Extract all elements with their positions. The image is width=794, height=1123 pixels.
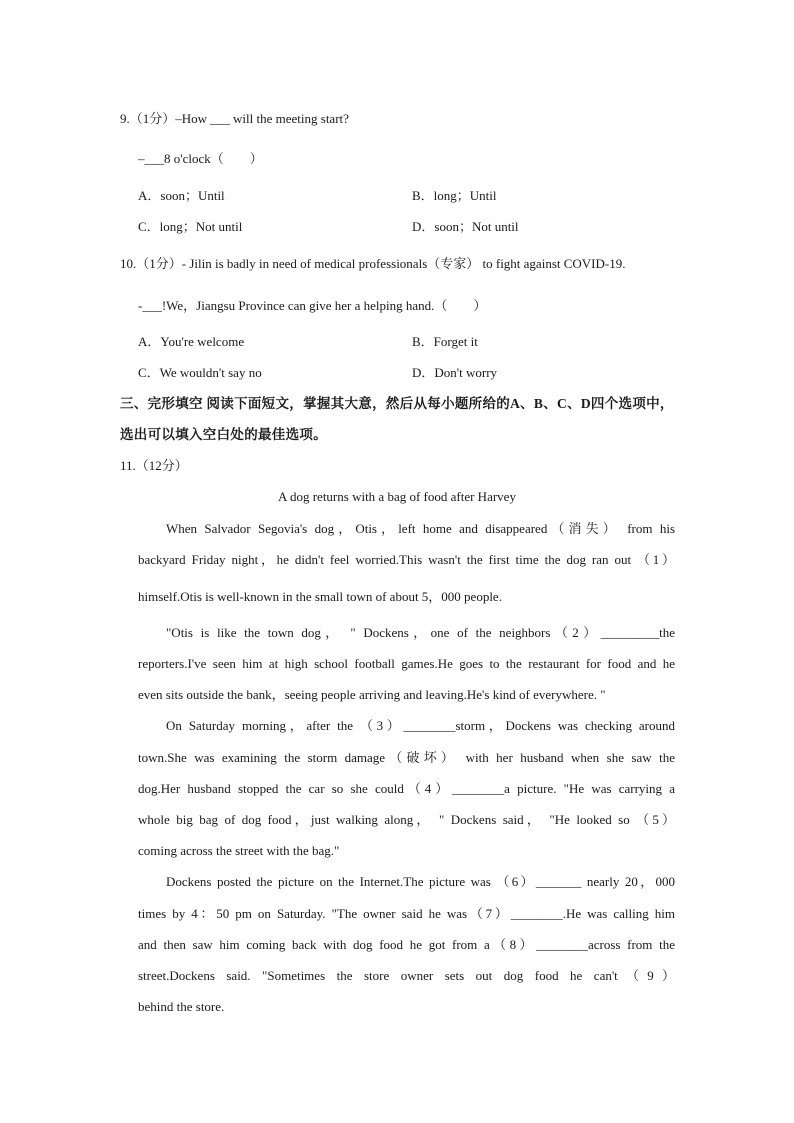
question-9-option-b: B．long；Until — [412, 188, 497, 203]
section-3-instruction: 选出可以填入空白处的最佳选项。 — [120, 427, 327, 442]
passage-line: and then saw him coming back with dog food he got from a（8）________across from the — [138, 937, 675, 952]
question-9-option-c: C．long；Not until — [138, 219, 243, 234]
question-10-option-b: B．Forget it — [412, 334, 478, 349]
passage-line: When Salvador Segovia's dog，Otis，left home and disappeared（消失） from his — [166, 521, 675, 536]
passage-line: even sits outside the bank，seeing people arriving and leaving.He's kind of everywhere. " — [138, 687, 606, 702]
question-10-option-c: C．We wouldn't say no — [138, 365, 262, 380]
question-10-stem: 10.（1分）- Jilin is badly in need of medical professionals（专家） to fight against COVID-19. — [120, 256, 626, 271]
question-10-option-d: D．Don't worry — [412, 365, 498, 380]
passage-line: times by 4：50 pm on Saturday. "The owner said he was（7）________.He was calling him — [138, 906, 675, 921]
question-9-option-d: D．soon；Not until — [412, 219, 519, 234]
passage-line: Dockens posted the picture on the Internet.The picture was （6）_______ nearly 20，000 — [166, 874, 675, 889]
passage-line: himself.Otis is well-known in the small town of about 5，000 people. — [138, 589, 502, 604]
question-10-option-a: A．You're welcome — [138, 334, 245, 349]
question-9-reply: –___8 o'clock（ ） — [138, 151, 263, 166]
passage-line: street.Dockens said. "Sometimes the store owner sets out dog food he can't（9） — [138, 968, 675, 983]
passage-title: A dog returns with a bag of food after Harvey — [278, 489, 516, 504]
passage-line: behind the store. — [138, 999, 225, 1014]
passage-line: reporters.I've seen him at high school football games.He goes to the restaurant for food and he — [138, 656, 675, 671]
section-3-heading: 三、完形填空 阅读下面短文，掌握其大意，然后从每小题所给的A、B、C、D四个选项中， — [120, 396, 674, 411]
passage-line: On Saturday morning，after the （3）________storm，Dockens was checking around — [166, 718, 675, 733]
question-11-number: 11.（12分） — [120, 458, 188, 473]
passage-line: "Otis is like the town dog， " Dockens，one of the neighbors（2）_________the — [166, 625, 675, 640]
question-10-reply: -___!We，Jiangsu Province can give her a helping hand.（ ） — [138, 298, 487, 313]
passage-line: dog.Her husband stopped the car so she could（4）________a picture. "He was carrying a — [138, 781, 675, 796]
question-9-stem: 9.（1分）–How ___ will the meeting start? — [120, 111, 349, 126]
passage-line: whole big bag of dog food，just walking along， " Dockens said， "He looked so （5） — [138, 812, 675, 827]
question-9-option-a: A．soon；Until — [138, 188, 225, 203]
passage-line: backyard Friday night，he didn't feel worried.This wasn't the first time the dog ran out （1） — [138, 552, 675, 567]
passage-line: town.She was examining the storm damage（破坏） with her husband when she saw the — [138, 750, 675, 765]
passage-line: coming across the street with the bag." — [138, 843, 340, 858]
